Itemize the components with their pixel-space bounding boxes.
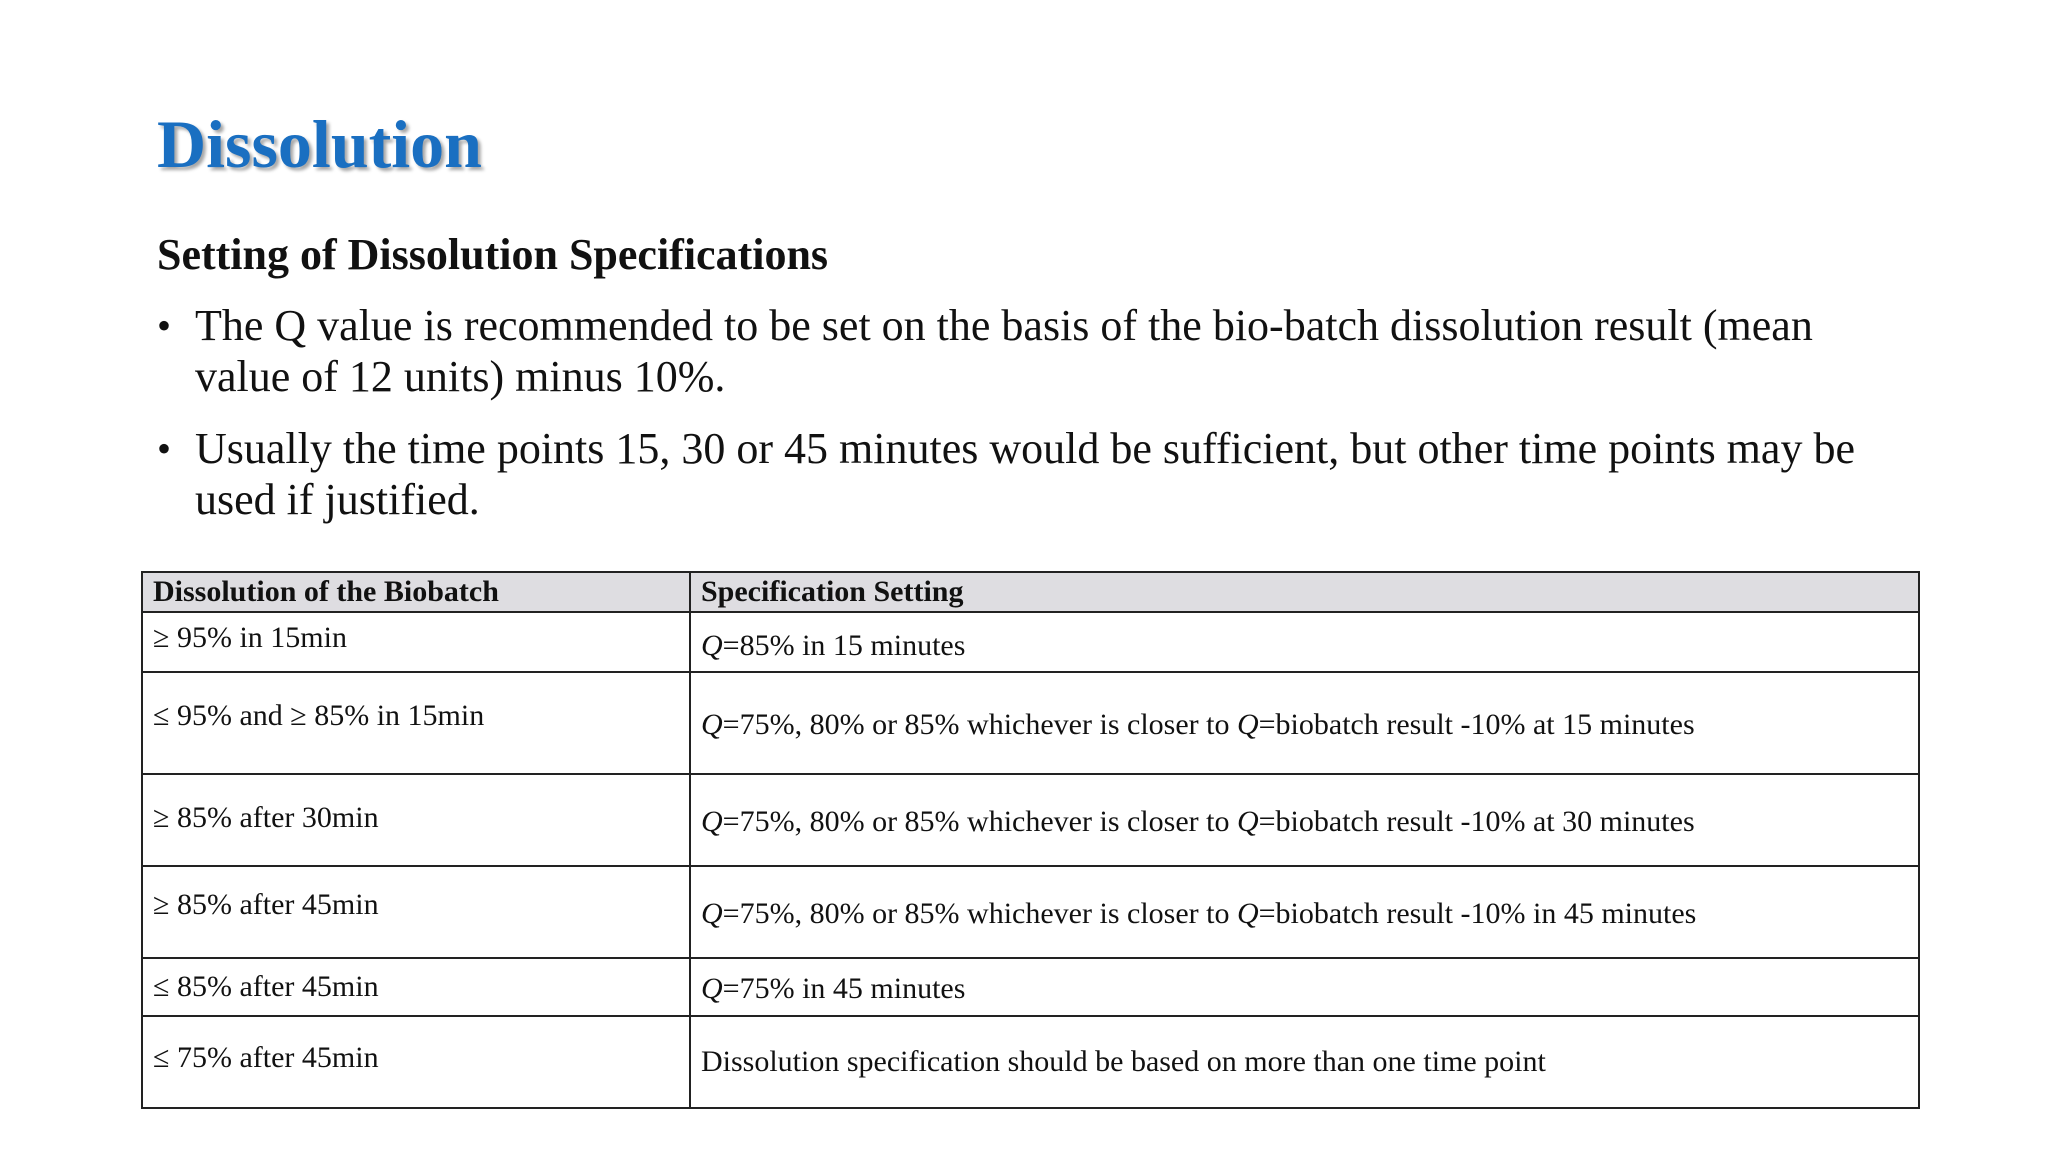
header-specification: Specification Setting xyxy=(690,572,1919,612)
condition-cell: ≤ 95% and ≥ 85% in 15min xyxy=(142,672,690,774)
bullet-item xyxy=(157,423,1877,525)
q-symbol: Q xyxy=(701,972,723,1005)
q-symbol: Q xyxy=(701,708,723,741)
spec-table xyxy=(141,571,1920,1109)
spec-text: Dissolution specification should be based on more than one time point xyxy=(701,1045,1546,1078)
table-row xyxy=(142,672,1919,774)
bullet-icon: • xyxy=(157,426,172,471)
table-row xyxy=(142,866,1919,958)
condition-cell: ≥ 95% in 15min xyxy=(142,612,690,672)
q-symbol: Q xyxy=(701,897,723,930)
bullet-text: Usually the time points 15, 30 or 45 minutes would be sufficient, but other time points may be used if justified. xyxy=(195,424,1855,524)
bullet-icon: • xyxy=(157,303,172,348)
table-row xyxy=(142,774,1919,866)
spec-cell xyxy=(690,958,1919,1016)
spec-cell xyxy=(690,612,1919,672)
q-symbol: Q xyxy=(1236,805,1259,838)
q-symbol: Q xyxy=(1236,708,1259,741)
spec-cell xyxy=(690,1016,1919,1108)
condition-cell: ≤ 75% after 45min xyxy=(142,1016,690,1108)
table-header-row xyxy=(142,572,1919,612)
spec-cell xyxy=(690,866,1919,958)
table-row xyxy=(142,1016,1919,1108)
spec-text: =biobatch result -10% in 45 minutes xyxy=(1258,897,1697,930)
spec-text: =75% in 45 minutes xyxy=(722,972,966,1005)
slide-subtitle: Setting of Dissolution Specifications xyxy=(157,230,829,279)
condition-cell: ≥ 85% after 30min xyxy=(142,774,690,866)
q-symbol: Q xyxy=(701,629,723,662)
spec-text: =75%, 80% or 85% whichever is closer to xyxy=(722,708,1237,741)
spec-cell xyxy=(690,672,1919,774)
spec-text: =75%, 80% or 85% whichever is closer to xyxy=(722,897,1237,930)
slide-title: Dissolution xyxy=(157,106,482,182)
bullet-text: The Q value is recommended to be set on the basis of the bio-batch dissolution result (mean value of 12 units) minus 10%. xyxy=(195,301,1813,401)
table-row xyxy=(142,958,1919,1016)
q-symbol: Q xyxy=(1236,897,1259,930)
condition-cell: ≤ 85% after 45min xyxy=(142,958,690,1016)
bullet-item xyxy=(157,300,1877,402)
bullet-list xyxy=(157,300,1877,546)
table-row xyxy=(142,612,1919,672)
header-dissolution: Dissolution of the Biobatch xyxy=(142,572,690,612)
q-symbol: Q xyxy=(701,805,723,838)
condition-cell: ≥ 85% after 45min xyxy=(142,866,690,958)
spec-text: =biobatch result -10% at 30 minutes xyxy=(1258,805,1695,838)
spec-cell xyxy=(690,774,1919,866)
spec-text: =85% in 15 minutes xyxy=(722,629,966,662)
spec-text: =75%, 80% or 85% whichever is closer to xyxy=(722,805,1237,838)
spec-text: =biobatch result -10% at 15 minutes xyxy=(1258,708,1695,741)
